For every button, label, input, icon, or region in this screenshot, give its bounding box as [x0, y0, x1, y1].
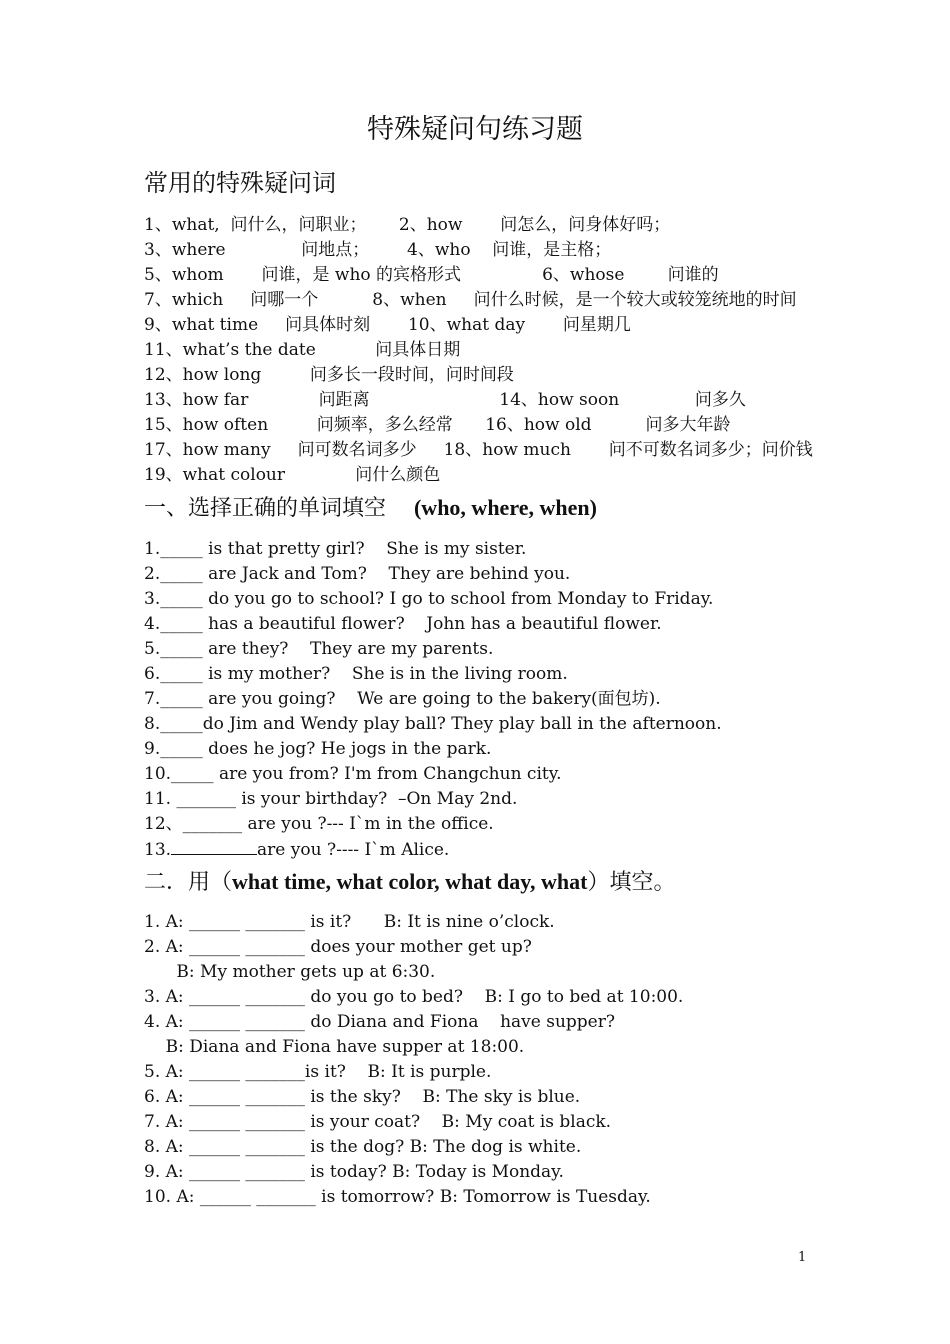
section-1-heading-cn: 一、选择正确的单词填空 [144, 496, 414, 521]
exercise-line: 11. _______ is your birthday? –On May 2nd. [144, 789, 518, 809]
exercise-line: 8. A: ______ _______ is the dog? B: The dog is white. [144, 1137, 582, 1157]
exercise-line: 2._____ are Jack and Tom? They are behind you. [144, 564, 571, 584]
section-2-heading [144, 866, 676, 899]
list-item: 7、which 问哪一个 8、when 问什么时候，是一个较大或较笼统地的时间 [144, 290, 797, 310]
exercise-line: 4._____ has a beautiful flower? John has a beautiful flower. [144, 614, 662, 634]
list-item: 15、how often 问频率，多么经常 16、how old 问多大年龄 [144, 415, 731, 435]
common-words-list [144, 213, 813, 488]
exercise-line: 7._____ are you going? We are going to the bakery(面包坊). [144, 689, 661, 709]
section-1-heading-en: (who, where, when) [413, 495, 597, 520]
exercise-line: 1._____ is that pretty girl? She is my sister. [144, 539, 527, 559]
exercise-line: 7. A: ______ _______ is your coat? B: My coat is black. [144, 1112, 612, 1132]
exercise-line: 8._____do Jim and Wendy play ball? They play ball in the afternoon. [144, 714, 722, 734]
exercise-line: 10._____ are you from? I'm from Changchun city. [144, 764, 562, 784]
list-item: 3、where 问地点； 4、who 问谁，是主格； [144, 240, 612, 260]
exercise-line: 2. A: ______ _______ does your mother get up? [144, 937, 532, 957]
exercise-line: 5._____ are they? They are my parents. [144, 639, 494, 659]
section-1-heading [144, 492, 597, 525]
exercise-line: 10. A: ______ _______ is tomorrow? B: Tomorrow is Tuesday. [144, 1187, 651, 1207]
exercise-line: 6._____ is my mother? She is in the living room. [144, 664, 568, 684]
section-2-heading-en: what time, what color, what day, what [232, 869, 588, 894]
page-number: 1 [798, 1250, 807, 1265]
answer-blank [171, 837, 257, 855]
list-item: 5、whom 问谁，是 who 的宾格形式 6、whose 问谁的 [144, 265, 719, 285]
exercise-line: 6. A: ______ _______ is the sky? B: The sky is blue. [144, 1087, 581, 1107]
section-2-heading-post: ）填空。 [587, 870, 676, 895]
list-item: 19、what colour 问什么颜色 [144, 465, 441, 485]
exercise-line: 1. A: ______ _______ is it? B: It is nine o’clock. [144, 912, 555, 932]
common-words-heading: 常用的特殊疑问词 [144, 169, 336, 197]
list-item: 12、how long 问多长一段时间，问时间段 [144, 365, 514, 385]
exercise-line: 4. A: ______ _______ do Diana and Fiona have supper? [144, 1012, 615, 1032]
list-item: 17、how many 问可数名词多少 18、how much 问不可数名词多少；问价钱 [144, 440, 813, 460]
exercise-line: 3._____ do you go to school? I go to school from Monday to Friday. [144, 589, 714, 609]
exercise-line: B: My mother gets up at 6:30. [144, 962, 436, 982]
page-title: 特殊疑问句练习题 [367, 114, 583, 145]
exercise-line: 12、_______ are you ?--- I`m in the office. [144, 814, 494, 834]
exercise-line: 9._____ does he jog? He jogs in the park. [144, 739, 492, 759]
section-2-exercises [144, 910, 683, 1210]
exercise-line [144, 837, 722, 862]
exercise-line: B: Diana and Fiona have supper at 18:00. [144, 1037, 525, 1057]
list-item: 9、what time 问具体时刻 10、what day 问星期几 [144, 315, 631, 335]
exercise-number: 13. [144, 840, 172, 860]
list-item: 11、what’s the date 问具体日期 [144, 340, 461, 360]
section-1-exercises [144, 537, 722, 862]
exercise-line: 3. A: ______ _______ do you go to bed? B: I go to bed at 10:00. [144, 987, 684, 1007]
section-2-heading-pre: 二．用（ [144, 870, 233, 895]
list-item: 13、how far 问距离 14、how soon 问多久 [144, 390, 746, 410]
exercise-text: are you ?---- I`m Alice. [257, 840, 450, 860]
exercise-line: 5. A: ______ _______is it? B: It is purple. [144, 1062, 492, 1082]
exercise-line: 9. A: ______ _______ is today? B: Today is Monday. [144, 1162, 564, 1182]
list-item: 1、what, 问什么，问职业； 2、how 问怎么，问身体好吗； [144, 215, 671, 235]
